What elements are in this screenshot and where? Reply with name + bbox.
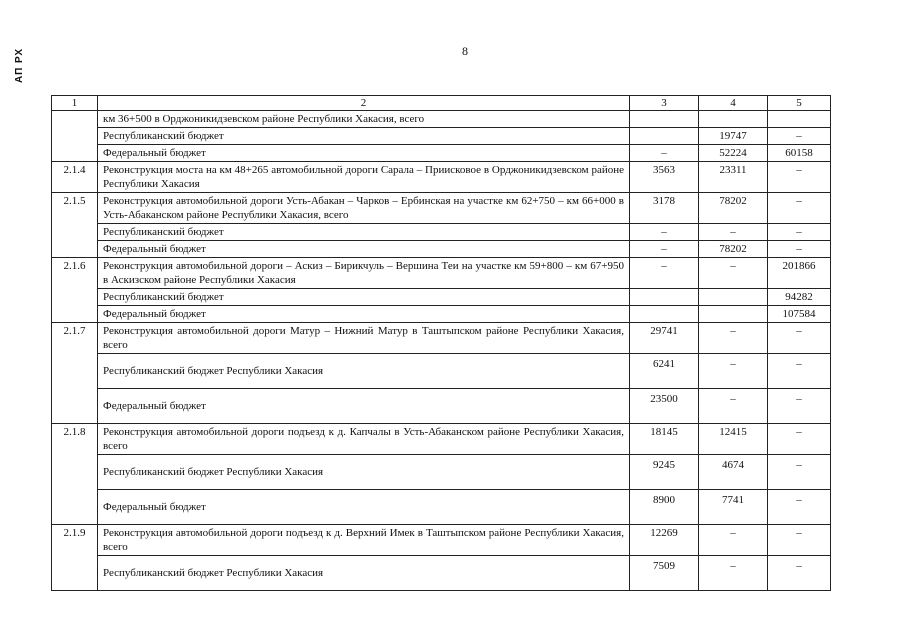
value-col4-cell: 78202 bbox=[699, 193, 768, 224]
value-col4-cell: – bbox=[699, 323, 768, 354]
value-col3-cell: – bbox=[630, 258, 699, 289]
row-number-cell bbox=[52, 128, 98, 145]
value-col4-cell: 52224 bbox=[699, 145, 768, 162]
column-header-4: 4 bbox=[699, 96, 768, 111]
value-col3-cell: – bbox=[630, 145, 699, 162]
value-col4-cell bbox=[699, 306, 768, 323]
value-col5-cell: – bbox=[768, 128, 831, 145]
item-name-cell: Федеральный бюджет bbox=[98, 490, 630, 525]
table-header-row bbox=[52, 96, 831, 111]
value-col4-cell: 23311 bbox=[699, 162, 768, 193]
item-name-cell: км 36+500 в Орджоникидзевском районе Республики Хакасия, всего bbox=[98, 111, 630, 128]
row-number-cell: 2.1.5 bbox=[52, 193, 98, 224]
table-row bbox=[52, 525, 831, 556]
row-number-cell: 2.1.8 bbox=[52, 424, 98, 455]
row-number-cell bbox=[52, 556, 98, 591]
row-number-cell: 2.1.6 bbox=[52, 258, 98, 289]
table-row bbox=[52, 145, 831, 162]
page-number: 8 bbox=[462, 44, 468, 58]
column-header-5: 5 bbox=[768, 96, 831, 111]
value-col5-cell: – bbox=[768, 354, 831, 389]
value-col4-cell bbox=[699, 111, 768, 128]
row-number-cell bbox=[52, 289, 98, 306]
row-number-cell bbox=[52, 490, 98, 525]
row-number-cell: 2.1.4 bbox=[52, 162, 98, 193]
row-number-cell bbox=[52, 111, 98, 128]
value-col3-cell: – bbox=[630, 224, 699, 241]
value-col5-cell: – bbox=[768, 323, 831, 354]
value-col4-cell: – bbox=[699, 354, 768, 389]
value-col5-cell: – bbox=[768, 525, 831, 556]
value-col4-cell: 12415 bbox=[699, 424, 768, 455]
value-col5-cell: – bbox=[768, 556, 831, 591]
item-name-cell: Федеральный бюджет bbox=[98, 241, 630, 258]
table-row bbox=[52, 323, 831, 354]
item-name-cell: Реконструкция моста на км 48+265 автомобильной дороги Сарала – Приисковое в Орджоникидзевском районе Республики Хакасия bbox=[98, 162, 630, 193]
table-row bbox=[52, 455, 831, 490]
value-col5-cell: – bbox=[768, 241, 831, 258]
row-number-cell bbox=[52, 354, 98, 389]
value-col3-cell: 29741 bbox=[630, 323, 699, 354]
value-col5-cell: – bbox=[768, 224, 831, 241]
row-number-cell bbox=[52, 455, 98, 490]
value-col5-cell: – bbox=[768, 389, 831, 424]
value-col5-cell: – bbox=[768, 162, 831, 193]
value-col5-cell bbox=[768, 111, 831, 128]
item-name-cell: Реконструкция автомобильной дороги подъезд к д. Капчалы в Усть-Абаканском районе Республики Хакасия, всего bbox=[98, 424, 630, 455]
value-col3-cell bbox=[630, 128, 699, 145]
row-number-cell bbox=[52, 145, 98, 162]
item-name-cell: Федеральный бюджет bbox=[98, 389, 630, 424]
value-col4-cell: – bbox=[699, 258, 768, 289]
table-row bbox=[52, 490, 831, 525]
archive-stamp: АП РХ bbox=[14, 48, 25, 84]
item-name-cell: Республиканский бюджет bbox=[98, 128, 630, 145]
value-col5-cell: 201866 bbox=[768, 258, 831, 289]
table-row bbox=[52, 354, 831, 389]
value-col5-cell: – bbox=[768, 424, 831, 455]
value-col5-cell: – bbox=[768, 455, 831, 490]
item-name-cell: Реконструкция автомобильной дороги подъезд к д. Верхний Имек в Таштыпском районе Республики Хакасия, всего bbox=[98, 525, 630, 556]
table-row bbox=[52, 193, 831, 224]
table-row bbox=[52, 289, 831, 306]
value-col3-cell: 8900 bbox=[630, 490, 699, 525]
item-name-cell: Реконструкция автомобильной дороги Матур – Нижний Матур в Таштыпском районе Республики Хакасия, всего bbox=[98, 323, 630, 354]
table-row bbox=[52, 306, 831, 323]
value-col3-cell: 7509 bbox=[630, 556, 699, 591]
column-header-2: 2 bbox=[98, 96, 630, 111]
item-name-cell: Республиканский бюджет bbox=[98, 289, 630, 306]
table-row bbox=[52, 389, 831, 424]
value-col4-cell: – bbox=[699, 525, 768, 556]
value-col5-cell: 60158 bbox=[768, 145, 831, 162]
budget-table bbox=[51, 95, 831, 591]
value-col4-cell: 78202 bbox=[699, 241, 768, 258]
value-col4-cell: 19747 bbox=[699, 128, 768, 145]
table-row bbox=[52, 556, 831, 591]
table-row bbox=[52, 128, 831, 145]
value-col4-cell bbox=[699, 289, 768, 306]
value-col3-cell: 12269 bbox=[630, 525, 699, 556]
value-col5-cell: 94282 bbox=[768, 289, 831, 306]
table-row bbox=[52, 258, 831, 289]
item-name-cell: Республиканский бюджет Республики Хакасия bbox=[98, 455, 630, 490]
value-col3-cell bbox=[630, 306, 699, 323]
value-col5-cell: 107584 bbox=[768, 306, 831, 323]
value-col3-cell bbox=[630, 111, 699, 128]
table-row bbox=[52, 241, 831, 258]
column-header-3: 3 bbox=[630, 96, 699, 111]
value-col3-cell: 18145 bbox=[630, 424, 699, 455]
item-name-cell: Республиканский бюджет bbox=[98, 224, 630, 241]
row-number-cell: 2.1.7 bbox=[52, 323, 98, 354]
value-col3-cell: – bbox=[630, 241, 699, 258]
value-col3-cell: 9245 bbox=[630, 455, 699, 490]
row-number-cell bbox=[52, 389, 98, 424]
table-row bbox=[52, 224, 831, 241]
value-col5-cell: – bbox=[768, 490, 831, 525]
item-name-cell: Реконструкция автомобильной дороги Усть-Абакан – Чарков – Ербинская на участке км 62+750 – км 66+000 в Усть-Абаканском районе Республики Хакасия, всего bbox=[98, 193, 630, 224]
row-number-cell bbox=[52, 224, 98, 241]
row-number-cell: 2.1.9 bbox=[52, 525, 98, 556]
value-col3-cell: 23500 bbox=[630, 389, 699, 424]
value-col4-cell: 4674 bbox=[699, 455, 768, 490]
item-name-cell: Республиканский бюджет Республики Хакасия bbox=[98, 354, 630, 389]
table-row bbox=[52, 111, 831, 128]
value-col3-cell: 3563 bbox=[630, 162, 699, 193]
value-col4-cell: – bbox=[699, 389, 768, 424]
table-row bbox=[52, 424, 831, 455]
value-col4-cell: 7741 bbox=[699, 490, 768, 525]
value-col3-cell bbox=[630, 289, 699, 306]
item-name-cell: Федеральный бюджет bbox=[98, 306, 630, 323]
item-name-cell: Федеральный бюджет bbox=[98, 145, 630, 162]
column-header-1: 1 bbox=[52, 96, 98, 111]
value-col4-cell: – bbox=[699, 556, 768, 591]
table-row bbox=[52, 162, 831, 193]
row-number-cell bbox=[52, 306, 98, 323]
value-col5-cell: – bbox=[768, 193, 831, 224]
value-col3-cell: 6241 bbox=[630, 354, 699, 389]
value-col3-cell: 3178 bbox=[630, 193, 699, 224]
item-name-cell: Реконструкция автомобильной дороги – Аскиз – Бирикчуль – Вершина Теи на участке км 59+800 – км 67+950 в Аскизском районе Республики Хакасия bbox=[98, 258, 630, 289]
value-col4-cell: – bbox=[699, 224, 768, 241]
row-number-cell bbox=[52, 241, 98, 258]
item-name-cell: Республиканский бюджет Республики Хакасия bbox=[98, 556, 630, 591]
